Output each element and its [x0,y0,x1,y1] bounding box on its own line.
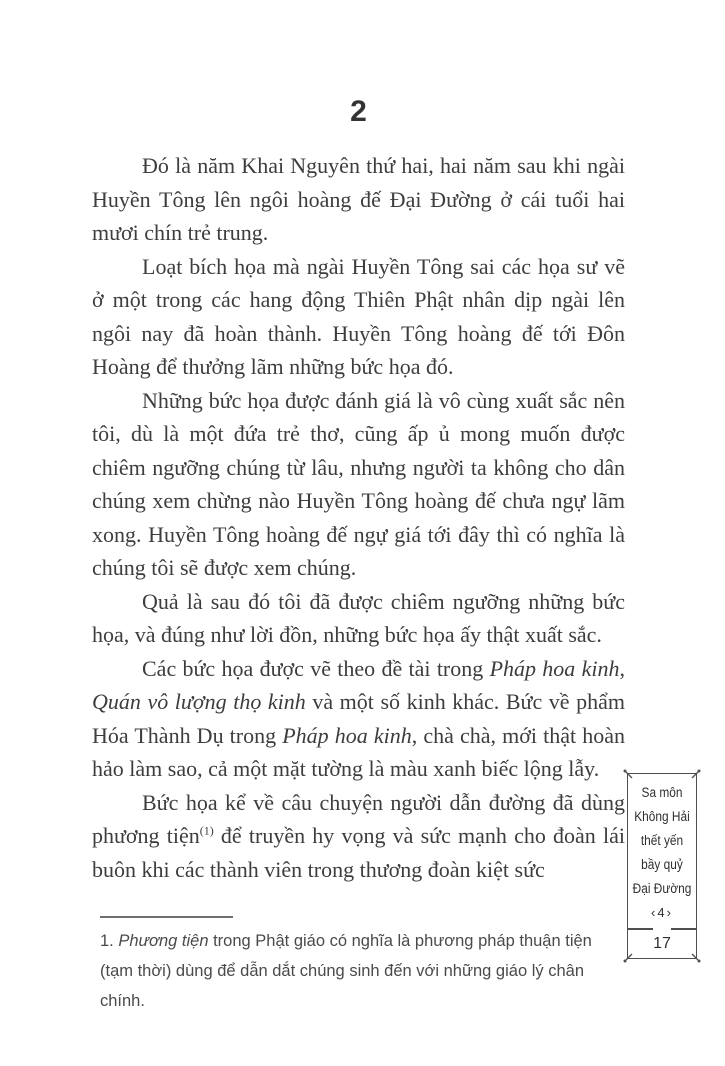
body-text [92,149,625,886]
running-title-line: Sa môn [641,785,683,800]
paragraph: Quả là sau đó tôi đã được chiêm ngưỡng những bức họa, và đúng như lời đồn, những bức họa ấy thật xuất sắc. [92,588,625,647]
running-title-line: Đại Đường [632,881,692,896]
footnote-area [100,916,625,1016]
running-title-line: Không Hải [634,809,690,824]
running-title-line: bầy quỷ [641,857,683,872]
running-title [628,774,696,928]
paragraph: Đó là năm Khai Nguyên thứ hai, hai năm sau khi ngài Huyền Tông lên ngôi hoàng đế Đại Đường ở cái tuổi hai mươi chín trẻ trung. [92,153,625,245]
paragraph: Các bức họa được vẽ theo đề tài trong Pháp hoa kinh, Quán vô lượng thọ kinh và một số kinh khác. Bức về phẩm Hóa Thành Dụ trong Pháp hoa kinh, chà chà, mới thật hoàn hảo làm sao, cả một mặt tường là màu xanh biếc lộng lẫy. [92,655,625,781]
paragraph: Những bức họa được đánh giá là vô cùng xuất sắc nên tôi, dù là một đứa trẻ thơ, cũng ấp ủ mong muốn được chiêm ngưỡng chúng từ lâu, nhưng người ta không cho dân chúng xem chừng nào Huyền Tông hoàng đế chưa ngự lãm xong. Huyền Tông hoàng đế ngự giá tới đây thì có nghĩa là chúng tôi sẽ được xem chúng. [92,387,625,580]
page-number: 17 [653,935,671,952]
text-column [92,95,625,886]
paragraph: Bức họa kể về câu chuyện người dẫn đường đã dùng phương tiện$^{(1)}$ để truyền hy vọng và sức mạnh cho đoàn lái buôn khi các thành viên trong thương đoàn kiệt sức [92,789,625,882]
chapter-number: 2 [350,95,367,128]
paragraph: Loạt bích họa mà ngài Huyền Tông sai các họa sư vẽ ở một trong các hang động Thiên Phật nhân dịp ngài lên ngôi nay đã hoàn thành. Huyền Tông hoàng đế tới Đôn Hoàng để thưởng lãm những bức họa đó. [92,253,625,379]
running-title-box [627,773,697,959]
footnote-rule [100,916,233,918]
footnote-text: 1. Phương tiện trong Phật giáo có nghĩa là phương pháp thuận tiện (tạm thời) dùng để dẫn dắt chúng sinh đến với những giáo lý chân chính. [100,932,592,1010]
volume-number: ‹4› [651,905,673,920]
running-title-line: thết yến [640,833,684,848]
